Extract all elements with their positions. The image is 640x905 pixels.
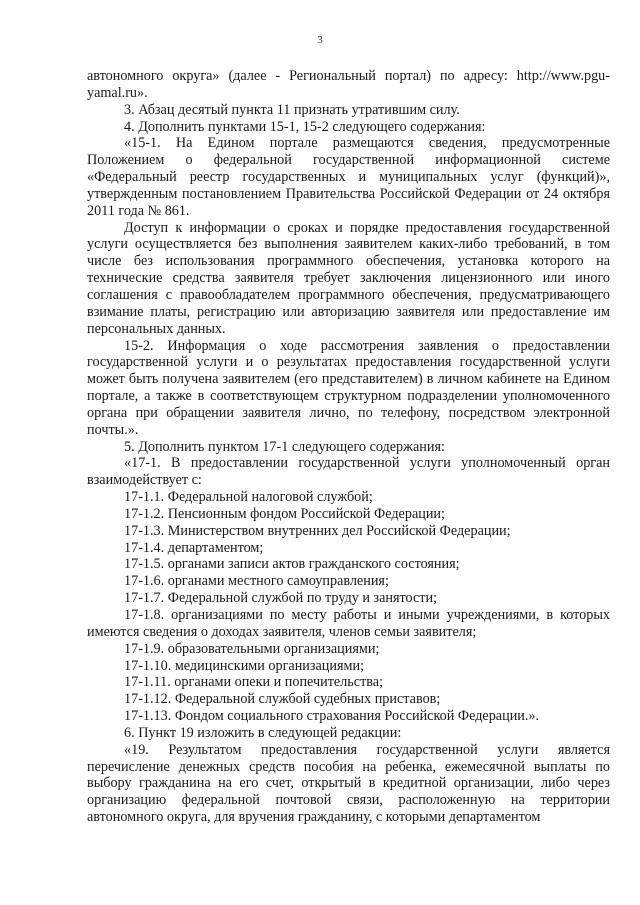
list-item: 17-1.5. органами записи актов гражданского состояния;: [124, 556, 460, 573]
paragraph: Доступ к информации о сроках и порядке предоставления государственной услуги осуществляется без выполнения заявителем каких-либо требований, в том числе без использования программного обеспечения, установка которого на технические средства заявителя требует заключения лицензионного или иного соглашения с правообладателем программного обеспечения, предусматривающего взимание платы, регистрацию или авторизацию заявителя или предоставление им персональных данных.: [87, 219, 610, 337]
list-item: 17-1.10. медицинскими организациями;: [124, 657, 365, 674]
list-item: 17-1.9. образовательными организациями;: [124, 640, 380, 657]
list-item: 17-1.8. организациями по месту работы и иными учреждениями, в которых имеются сведения о доходах заявителя, членов семьи заявителя;: [87, 607, 610, 640]
paragraph: 3. Абзац десятый пункта 11 признать утратившим силу.: [124, 101, 460, 118]
paragraph: «15-1. На Едином портале размещаются сведения, предусмотренные Положением о федеральной государственной информационной системе «Федеральный реестр государственных и муниципальных услуг (функций)», утвержденным постановлением Правительства Российской Федерации от 24 октября 2011 года № 861.: [87, 135, 610, 219]
list-item: 17-1.4. департаментом;: [124, 539, 264, 556]
list-item: 17-1.11. органами опеки и попечительства;: [124, 674, 384, 691]
list-item: 17-1.1. Федеральной налоговой службой;: [124, 489, 373, 506]
page-number: 3: [317, 34, 323, 46]
list-item: 17-1.2. Пенсионным фондом Российской Федерации;: [124, 505, 445, 522]
list-item: 17-1.12. Федеральной службой судебных приставов;: [124, 691, 441, 708]
paragraph: «17-1. В предоставлении государственной услуги уполномоченный орган взаимодействует с:: [87, 455, 610, 489]
paragraph: автономного округа» (далее - Региональный портал) по адресу: http://www.pgu-yamal.ru».: [87, 68, 610, 101]
paragraph: «19. Результатом предоставления государственной услуги является перечисление денежных средств пособия на ребенка, ежемесячной выплаты по выбору гражданина на его счет, открытый в кредитной организации, либо через организацию федеральной почтовой связи, расположенную на территории автономного округа, для вручения гражданину, с которыми департаментом: [87, 741, 610, 826]
list-item: 17-1.3. Министерством внутренних дел Российской Федерации;: [124, 522, 511, 539]
list-item: 17-1.6. органами местного самоуправления;: [124, 573, 389, 590]
paragraph: 4. Дополнить пунктами 15-1, 15-2 следующего содержания:: [124, 118, 486, 135]
paragraph: 6. Пункт 19 изложить в следующей редакции:: [124, 724, 402, 741]
paragraph: 5. Дополнить пунктом 17-1 следующего содержания:: [124, 438, 445, 455]
list-item: 17-1.13. Фондом социального страхования Российской Федерации.».: [124, 708, 540, 725]
list-item: 17-1.7. Федеральной службой по труду и занятости;: [124, 590, 438, 607]
document-body: [87, 68, 610, 826]
paragraph: 15-2. Информация о ходе рассмотрения заявления о предоставлении государственной услуги и о результатах предоставления государственной услуги может быть получена заявителем (его представителем) в личном кабинете на Едином портале, а также в соответствующем структурном подразделении уполномоченного органа при обращении заявителя лично, по телефону, посредством электронной почты.».: [87, 337, 610, 438]
